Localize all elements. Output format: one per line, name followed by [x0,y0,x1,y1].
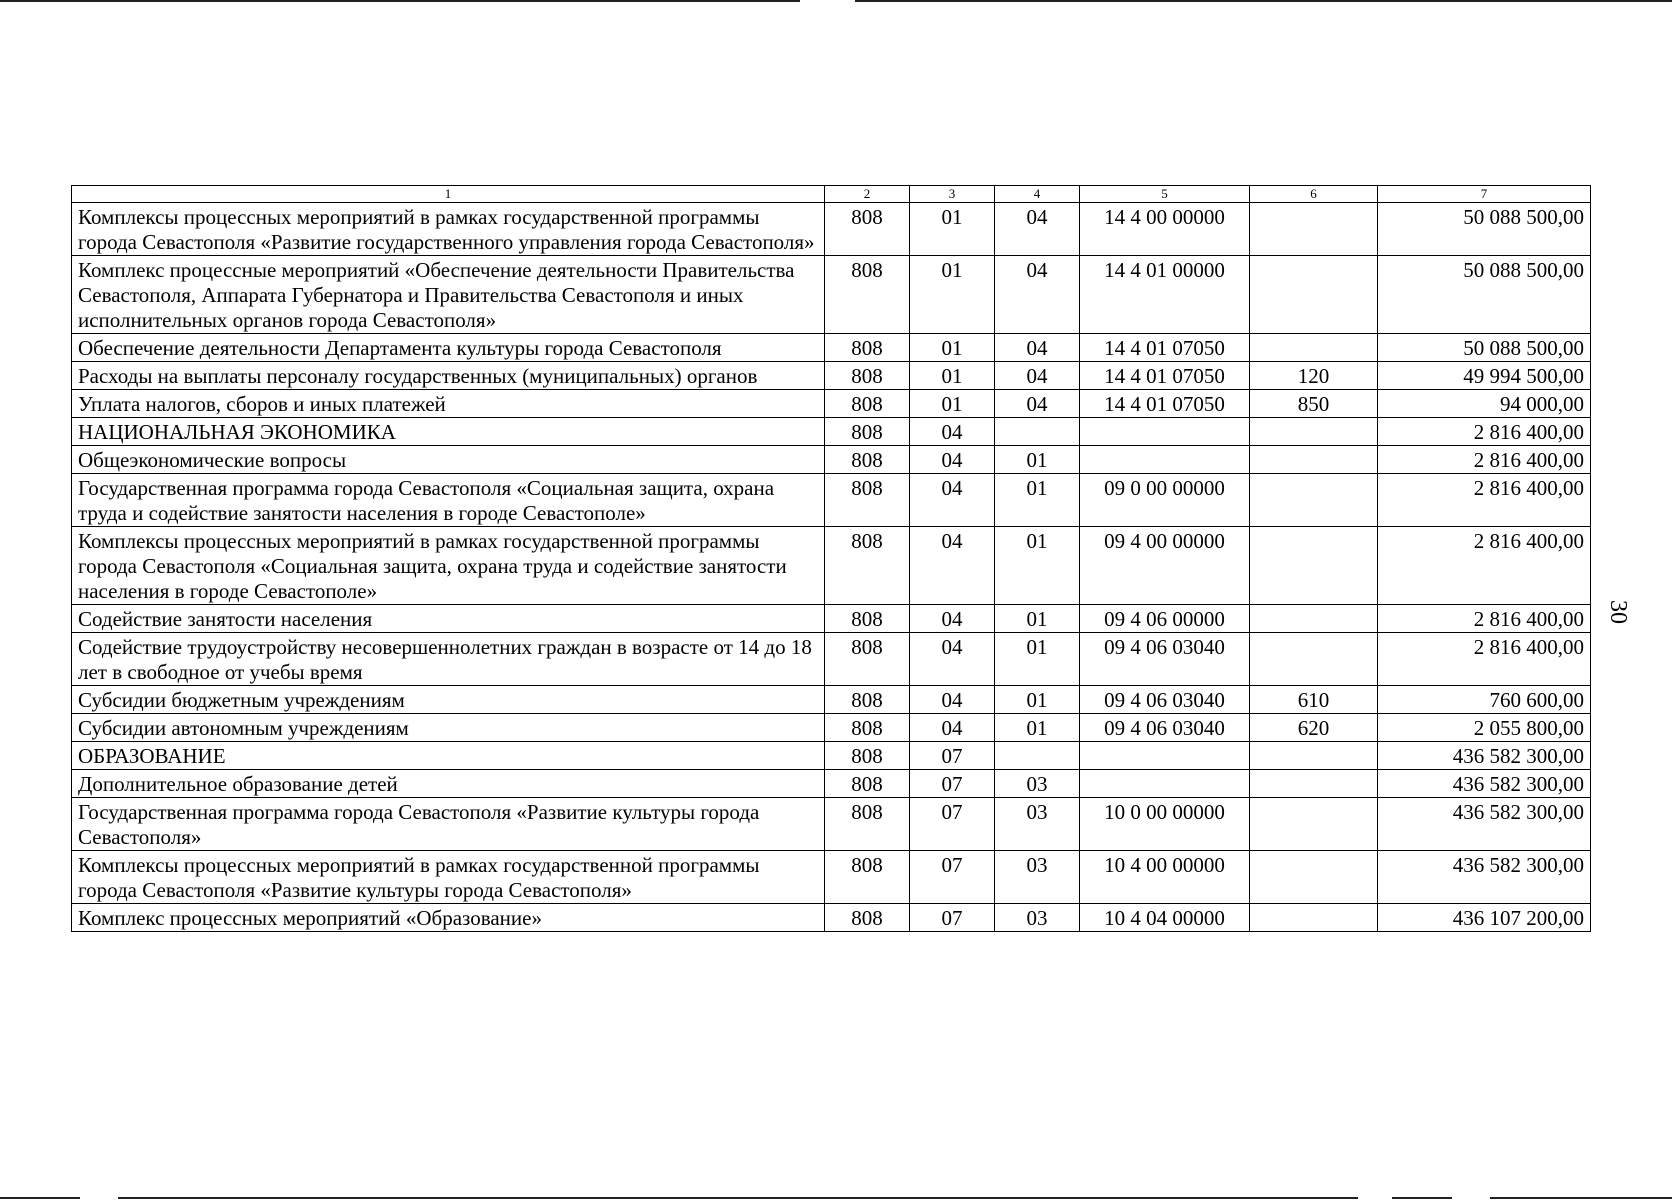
subsection-code-cell [995,418,1080,446]
section-code-cell: 01 [910,334,995,362]
table-row [72,418,1591,446]
amount-cell: 2 055 800,00 [1378,714,1591,742]
expense-type-cell [1250,770,1378,798]
row-name-cell: Обеспечение деятельности Департамента культуры города Севастополя [72,334,825,362]
expense-type-cell: 610 [1250,686,1378,714]
expense-type-cell: 120 [1250,362,1378,390]
table-row [72,446,1591,474]
row-name-cell: Содействие занятости населения [72,605,825,633]
table-body [72,203,1591,932]
ministry-code-cell: 808 [825,633,910,686]
row-name-cell: Комплекс процессные мероприятий «Обеспечение деятельности Правительства Севастополя, Аппарата Губернатора и Правительства Севастополя и иных исполнительных органов города Севастополя» [72,256,825,334]
amount-cell: 436 582 300,00 [1378,851,1591,904]
row-name-cell: Расходы на выплаты персоналу государственных (муниципальных) органов [72,362,825,390]
ministry-code-cell: 808 [825,742,910,770]
budget-table [71,185,1591,932]
amount-cell: 94 000,00 [1378,390,1591,418]
ministry-code-cell: 808 [825,256,910,334]
target-article-cell: 10 4 04 00000 [1080,904,1250,932]
target-article-cell: 09 4 06 03040 [1080,714,1250,742]
amount-cell: 50 088 500,00 [1378,256,1591,334]
subsection-code-cell: 04 [995,256,1080,334]
expense-type-cell: 850 [1250,390,1378,418]
expense-type-cell [1250,418,1378,446]
section-code-cell: 01 [910,203,995,256]
amount-cell: 2 816 400,00 [1378,418,1591,446]
subsection-code-cell: 04 [995,334,1080,362]
target-article-cell: 14 4 01 07050 [1080,334,1250,362]
table-row [72,770,1591,798]
ministry-code-cell: 808 [825,334,910,362]
row-name-cell: Комплексы процессных мероприятий в рамках государственной программы города Севастополя «Социальная защита, охрана труда и содействие занятости населения в городе Севастополе» [72,527,825,605]
expense-type-cell [1250,851,1378,904]
table-row [72,605,1591,633]
section-code-cell: 07 [910,904,995,932]
ministry-code-cell: 808 [825,390,910,418]
target-article-cell [1080,770,1250,798]
expense-type-cell [1250,256,1378,334]
subsection-code-cell: 03 [995,904,1080,932]
amount-cell: 2 816 400,00 [1378,474,1591,527]
expense-type-cell [1250,474,1378,527]
table-row [72,256,1591,334]
row-name-cell: Комплексы процессных мероприятий в рамках государственной программы города Севастополя «Развитие государственного управления города Севастополя» [72,203,825,256]
table-row [72,904,1591,932]
subsection-code-cell: 01 [995,714,1080,742]
column-number-row [72,186,1591,203]
ministry-code-cell: 808 [825,851,910,904]
scan-edge-bottom-2 [118,1197,1358,1199]
amount-cell: 2 816 400,00 [1378,527,1591,605]
scan-edge-top-left [0,0,800,2]
ministry-code-cell: 808 [825,527,910,605]
table-header [72,186,1591,203]
column-number: 5 [1080,186,1250,203]
subsection-code-cell: 04 [995,203,1080,256]
expense-type-cell [1250,798,1378,851]
ministry-code-cell: 808 [825,798,910,851]
section-code-cell: 04 [910,446,995,474]
amount-cell: 436 582 300,00 [1378,798,1591,851]
expense-type-cell [1250,904,1378,932]
section-code-cell: 07 [910,798,995,851]
section-code-cell: 07 [910,770,995,798]
row-name-cell: Государственная программа города Севастополя «Социальная защита, охрана труда и содействие занятости населения в городе Севастополе» [72,474,825,527]
ministry-code-cell: 808 [825,362,910,390]
section-code-cell: 07 [910,742,995,770]
ministry-code-cell: 808 [825,446,910,474]
expense-type-cell [1250,633,1378,686]
scan-edge-bottom-1 [0,1197,80,1199]
subsection-code-cell: 03 [995,798,1080,851]
amount-cell: 760 600,00 [1378,686,1591,714]
expense-type-cell [1250,527,1378,605]
row-name-cell: Субсидии бюджетным учреждениям [72,686,825,714]
column-number: 7 [1378,186,1591,203]
section-code-cell: 01 [910,390,995,418]
row-name-cell: Содействие трудоустройству несовершеннолетних граждан в возрасте от 14 до 18 лет в свободное от учебы время [72,633,825,686]
section-code-cell: 04 [910,686,995,714]
subsection-code-cell: 01 [995,686,1080,714]
target-article-cell [1080,446,1250,474]
ministry-code-cell: 808 [825,418,910,446]
amount-cell: 49 994 500,00 [1378,362,1591,390]
table-row [72,742,1591,770]
target-article-cell: 14 4 01 07050 [1080,362,1250,390]
table-row [72,390,1591,418]
table-row [72,851,1591,904]
section-code-cell: 04 [910,605,995,633]
section-code-cell: 04 [910,474,995,527]
section-code-cell: 01 [910,256,995,334]
target-article-cell: 14 4 00 00000 [1080,203,1250,256]
subsection-code-cell [995,742,1080,770]
row-name-cell: Общеэкономические вопросы [72,446,825,474]
column-number: 1 [72,186,825,203]
target-article-cell: 09 0 00 00000 [1080,474,1250,527]
target-article-cell: 09 4 00 00000 [1080,527,1250,605]
row-name-cell: ОБРАЗОВАНИЕ [72,742,825,770]
subsection-code-cell: 03 [995,851,1080,904]
section-code-cell: 04 [910,633,995,686]
table-row [72,334,1591,362]
row-name-cell: Государственная программа города Севастополя «Развитие культуры города Севастополя» [72,798,825,851]
expense-type-cell [1250,446,1378,474]
amount-cell: 436 582 300,00 [1378,742,1591,770]
amount-cell: 2 816 400,00 [1378,446,1591,474]
target-article-cell [1080,742,1250,770]
amount-cell: 50 088 500,00 [1378,334,1591,362]
page-number: 30 [1605,600,1631,624]
row-name-cell: Комплекс процессных мероприятий «Образование» [72,904,825,932]
section-code-cell: 04 [910,714,995,742]
target-article-cell: 09 4 06 00000 [1080,605,1250,633]
section-code-cell: 01 [910,362,995,390]
table-row [72,714,1591,742]
column-number: 4 [995,186,1080,203]
ministry-code-cell: 808 [825,474,910,527]
scan-edge-bottom-3 [1392,1197,1452,1199]
table-row [72,798,1591,851]
expense-type-cell: 620 [1250,714,1378,742]
ministry-code-cell: 808 [825,203,910,256]
scan-edge-bottom-4 [1490,1197,1672,1199]
subsection-code-cell: 04 [995,390,1080,418]
target-article-cell [1080,418,1250,446]
expense-type-cell [1250,742,1378,770]
row-name-cell: Уплата налогов, сборов и иных платежей [72,390,825,418]
table-row [72,527,1591,605]
target-article-cell: 10 0 00 00000 [1080,798,1250,851]
table-row [72,362,1591,390]
row-name-cell: НАЦИОНАЛЬНАЯ ЭКОНОМИКА [72,418,825,446]
section-code-cell: 04 [910,418,995,446]
subsection-code-cell: 01 [995,633,1080,686]
row-name-cell: Дополнительное образование детей [72,770,825,798]
subsection-code-cell: 01 [995,527,1080,605]
target-article-cell: 14 4 01 07050 [1080,390,1250,418]
expense-type-cell [1250,334,1378,362]
target-article-cell: 09 4 06 03040 [1080,686,1250,714]
amount-cell: 436 107 200,00 [1378,904,1591,932]
table-row [72,686,1591,714]
expense-type-cell [1250,605,1378,633]
target-article-cell: 09 4 06 03040 [1080,633,1250,686]
target-article-cell: 14 4 01 00000 [1080,256,1250,334]
section-code-cell: 07 [910,851,995,904]
expense-type-cell [1250,203,1378,256]
amount-cell: 50 088 500,00 [1378,203,1591,256]
subsection-code-cell: 01 [995,605,1080,633]
amount-cell: 2 816 400,00 [1378,633,1591,686]
section-code-cell: 04 [910,527,995,605]
table-row [72,633,1591,686]
target-article-cell: 10 4 00 00000 [1080,851,1250,904]
ministry-code-cell: 808 [825,770,910,798]
table-row [72,203,1591,256]
subsection-code-cell: 01 [995,474,1080,527]
ministry-code-cell: 808 [825,686,910,714]
amount-cell: 2 816 400,00 [1378,605,1591,633]
ministry-code-cell: 808 [825,605,910,633]
column-number: 3 [910,186,995,203]
row-name-cell: Комплексы процессных мероприятий в рамках государственной программы города Севастополя «Развитие культуры города Севастополя» [72,851,825,904]
row-name-cell: Субсидии автономным учреждениям [72,714,825,742]
subsection-code-cell: 03 [995,770,1080,798]
ministry-code-cell: 808 [825,904,910,932]
subsection-code-cell: 04 [995,362,1080,390]
scan-edge-top-right [855,0,1672,2]
ministry-code-cell: 808 [825,714,910,742]
subsection-code-cell: 01 [995,446,1080,474]
column-number: 6 [1250,186,1378,203]
column-number: 2 [825,186,910,203]
amount-cell: 436 582 300,00 [1378,770,1591,798]
table-row [72,474,1591,527]
